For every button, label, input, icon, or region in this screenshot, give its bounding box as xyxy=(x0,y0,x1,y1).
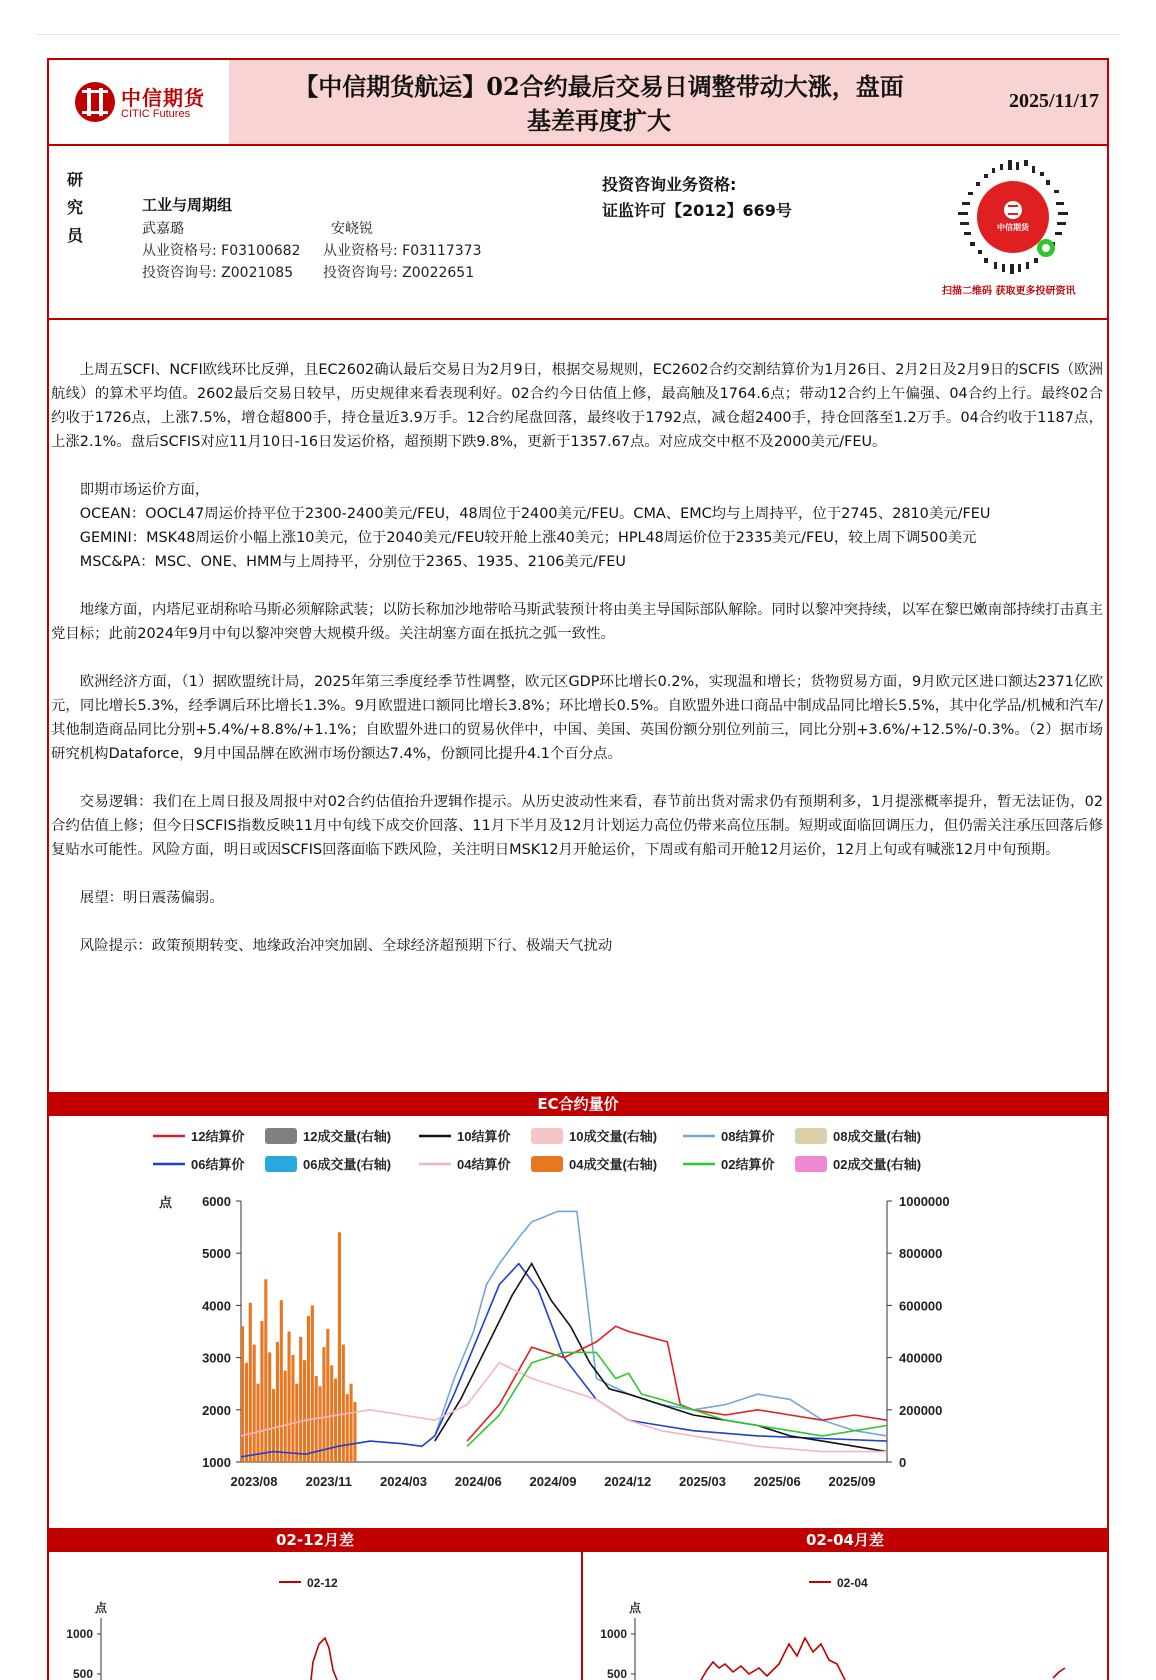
paragraph-europe: 欧洲经济方面，（1）据欧盟统计局，2025年第三季度经季节性调整，欧元区GDP环比增长0.2%，实现温和增长；货物贸易方面，9月欧元区进口额达2371亿欧元，同比增长5.3%，经季调后环比增长1.3%。9月欧盟进口额同比增长3.8%；环比增长0.5%。自欧盟外进口商品中制成品同比增长5.5%，其中化学品/机械和汽车/其他制造商品同比分别+5.4%/+8.8%/+1.1%；自欧盟外进口的贸易伙伴中，中国、美国、英国份额分别位列前三，同比分别+3.6%/+12.5%/-0.3%。（2）据市场研究机构Dataforce，9月中国品牌在欧洲市场份额达7.4%，份额同比提升4.1个百分点。 xyxy=(51,674,1103,762)
qr-center-text: 中信期货 xyxy=(997,223,1029,232)
y2-tick-label: 400000 xyxy=(899,1350,943,1366)
role-char: 研 xyxy=(67,170,84,189)
volume-bar xyxy=(291,1355,294,1462)
legend-label: 10成交量(右轴) xyxy=(569,1129,658,1144)
qualification-label: 投资咨询业务资格: xyxy=(602,175,737,194)
title-line-1: 【中信期货航运】02合约最后交易日调整带动大涨，盘面 xyxy=(294,72,904,101)
title-line-2: 基差再度扩大 xyxy=(527,106,671,135)
y-tick-label: 500 xyxy=(606,1667,627,1680)
paragraph-spot xyxy=(51,478,1103,574)
legend-label: 12成交量(右轴) xyxy=(303,1129,392,1144)
report-date: 2025/11/17 xyxy=(1008,90,1099,112)
series-line xyxy=(435,1211,887,1436)
y2-tick-label: 600000 xyxy=(899,1298,943,1314)
spread-02-04-chart xyxy=(583,1552,1107,1680)
series-line xyxy=(435,1264,887,1452)
y-tick-label: 5000 xyxy=(202,1246,231,1262)
x-tick-label: 2024/03 xyxy=(380,1474,427,1489)
y2-tick-label: 800000 xyxy=(899,1246,943,1262)
chart1-title-bar: EC合约量价 xyxy=(49,1092,1107,1116)
analyst-name-2: 安峣锐 xyxy=(331,221,373,237)
volume-bar xyxy=(260,1321,263,1462)
analyst-role-label xyxy=(67,166,85,250)
logo-cn-text: 中信期货 xyxy=(121,86,205,110)
spot-gemini: GEMINI：MSK48周运价小幅上涨10美元，位于2040美元/FEU较开舱上涨40美元；HPL48周运价位于2335美元/FEU，较上周下调500美元 xyxy=(79,530,977,546)
analyst-block xyxy=(49,146,1107,320)
paragraph-risk: 风险提示：政策预期转变、地缘政治冲突加剧、全球经济超预期下行、极端天气扰动 xyxy=(79,938,613,954)
analyst-cert-1: 从业资格号: F03100682 xyxy=(142,243,301,259)
volume-bar xyxy=(245,1363,248,1462)
citic-logo-icon xyxy=(75,82,115,122)
y-axis-label: 点 xyxy=(629,1601,642,1615)
volume-bar xyxy=(322,1347,325,1462)
legend-label: 02-12 xyxy=(307,1576,338,1590)
x-tick-label: 2024/12 xyxy=(604,1474,652,1489)
legend-swatch-bar xyxy=(795,1128,827,1144)
paragraph-outlook: 展望：明日震荡偏弱。 xyxy=(79,890,224,906)
analyst-consult-1: 投资咨询号: Z0021085 xyxy=(142,265,294,281)
volume-bar xyxy=(288,1332,291,1463)
x-tick-label: 2025/09 xyxy=(828,1474,876,1489)
spot-heading: 即期市场运价方面， xyxy=(79,482,210,498)
volume-bar xyxy=(249,1303,252,1462)
role-char: 究 xyxy=(67,198,84,217)
analyst-name-1: 武嘉璐 xyxy=(142,221,184,237)
chart2-title-bar: 02-12月差 xyxy=(49,1528,581,1552)
qualification-value: 证监许可【2012】669号 xyxy=(602,201,792,220)
legend-label: 04结算价 xyxy=(457,1157,511,1172)
volume-bar xyxy=(326,1329,329,1462)
frame-right-lower xyxy=(1107,1492,1109,1680)
legend-swatch-bar xyxy=(265,1128,297,1144)
y-tick-label: 1000 xyxy=(202,1455,231,1470)
volume-bar xyxy=(241,1326,244,1462)
legend-label: 02-04 xyxy=(837,1576,868,1590)
volume-bar xyxy=(353,1402,356,1462)
chart3-title-bar: 02-04月差 xyxy=(583,1528,1107,1552)
volume-bar xyxy=(338,1232,341,1462)
x-tick-label: 2025/06 xyxy=(753,1474,801,1489)
paragraph-market: 上周五SCFI、NCFI欧线环比反弹，且EC2602确认最后交易日为2月9日，根据交易规则，EC2602合约交割结算价为1月26日、2月2日及2月9日的SCFIS（欧洲航线）的算术平均值。2602最后交易日较早，历史规律来看表现利好。02合约今日估值上修，最高触及1764.6点；带动12合约上午偏强、04合约上行。最终02合约收于1726点，上涨7.5%，增仓超800手，持仓量近3.9万手。12合约尾盘回落，最终收于1792点，减仓超2400手，持仓回落至1.2万手。04合约收于1187点，上涨2.1%。盘后SCFIS对应11月10日-16日发运价格，超预期下跌9.8%，更新于1357.67点。对应成交中枢不及2000美元/FEU。 xyxy=(51,362,1103,450)
title-cell xyxy=(229,60,1107,144)
legend-swatch-bar xyxy=(265,1156,297,1172)
y-axis-label: 点 xyxy=(95,1601,108,1615)
y2-tick-label: 200000 xyxy=(899,1402,943,1418)
qr-code-icon[interactable] xyxy=(954,158,1072,276)
volume-bar xyxy=(284,1371,287,1462)
ec-contract-chart xyxy=(49,1116,1107,1494)
volume-bar xyxy=(311,1305,314,1462)
y-tick-label: 4000 xyxy=(202,1298,231,1314)
volume-bar xyxy=(303,1360,306,1462)
volume-bar xyxy=(346,1394,349,1462)
analyst-cert-2: 从业资格号: F03117373 xyxy=(323,243,482,259)
paragraph-logic: 交易逻辑：我们在上周日报及周报中对02合约估值抬升逻辑作提示。从历史波动性来看，春节前出货对需求仍有预期利多，1月提涨概率提升，暂无法证伪，02合约估值上修；但今日SCFIS指数反映11月中旬线下成交价回落、11月下半月及12月计划运力高位仍带来高位压制。短期或面临回调压力，但仍需关注承压回落后修复贴水可能性。风险方面，明日或因SCFIS回落面临下跌风险，关注明日MSK12月开舱运价，下周或有船司开舱12月运价，12月上旬或有喊涨12月中旬预期。 xyxy=(51,794,1103,858)
volume-bar xyxy=(299,1337,302,1462)
legend-label: 06结算价 xyxy=(191,1157,245,1172)
legend-swatch-bar xyxy=(531,1156,563,1172)
x-tick-label: 2024/09 xyxy=(529,1474,577,1489)
spot-ocean: OCEAN：OOCL47周运价持平位于2300-2400美元/FEU，48周位于2400美元/FEU。CMA、EMC均与上周持平，位于2745、2810美元/FEU xyxy=(79,506,991,522)
volume-bar xyxy=(280,1300,283,1462)
qr-caption: 扫描二维码 获取更多投研资讯 xyxy=(942,286,1076,297)
report-body xyxy=(51,358,1103,982)
y-tick-label: 3000 xyxy=(202,1350,231,1366)
report-title xyxy=(239,70,959,138)
report-header xyxy=(49,60,1107,146)
spread-line xyxy=(701,1638,1065,1680)
legend-label: 04成交量(右轴) xyxy=(569,1157,658,1172)
legend-swatch-bar xyxy=(795,1156,827,1172)
y-tick-label: 6000 xyxy=(202,1194,231,1209)
y2-tick-label: 1000000 xyxy=(899,1194,950,1209)
x-tick-label: 2023/08 xyxy=(230,1474,278,1489)
y-tick-label: 2000 xyxy=(202,1402,231,1418)
role-char: 员 xyxy=(67,226,84,245)
volume-bar xyxy=(268,1352,271,1462)
y-tick-label: 500 xyxy=(72,1667,93,1680)
legend-label: 08成交量(右轴) xyxy=(833,1129,922,1144)
legend-label: 10结算价 xyxy=(457,1129,511,1144)
volume-bar xyxy=(342,1345,345,1462)
y2-tick-label: 0 xyxy=(899,1455,907,1470)
x-tick-label: 2023/11 xyxy=(305,1474,352,1489)
analyst-group: 工业与周期组 xyxy=(142,196,233,214)
legend-label: 02成交量(右轴) xyxy=(833,1157,922,1172)
legend-swatch-bar xyxy=(531,1128,563,1144)
series-line xyxy=(467,1352,887,1446)
volume-bar xyxy=(350,1384,353,1462)
volume-bar xyxy=(276,1342,279,1462)
spot-msc: MSC&PA：MSC、ONE、HMM与上周持平，分别位于2365、1935、2106美元/FEU xyxy=(79,554,626,570)
series-line xyxy=(467,1326,887,1441)
spread-line xyxy=(311,1638,337,1680)
legend-label: 08结算价 xyxy=(721,1129,775,1144)
y-tick-label: 1000 xyxy=(66,1627,93,1641)
legend-label: 02结算价 xyxy=(721,1157,775,1172)
volume-bar xyxy=(257,1384,260,1462)
legend-label: 12结算价 xyxy=(191,1129,245,1144)
x-tick-label: 2024/06 xyxy=(454,1474,502,1489)
paragraph-geopolitics: 地缘方面，内塔尼亚胡称哈马斯必须解除武装；以防长称加沙地带哈马斯武装预计将由美主导国际部队解除。同时以黎冲突持续，以军在黎巴嫩南部持续打击真主党目标；此前2024年9月中旬以黎冲突曾大规模升级。关注胡塞方面在抵抗之弧一致性。 xyxy=(51,602,1103,642)
legend-label: 06成交量(右轴) xyxy=(303,1157,392,1172)
spread-02-12-chart xyxy=(49,1552,581,1680)
x-tick-label: 2025/03 xyxy=(679,1474,726,1489)
y-tick-label: 1000 xyxy=(600,1627,627,1641)
y-axis-label: 点 xyxy=(159,1195,173,1210)
logo-cell xyxy=(49,60,229,144)
volume-bar xyxy=(253,1345,256,1462)
volume-bar xyxy=(307,1316,310,1462)
volume-bar xyxy=(264,1279,267,1462)
logo-en-text: CITIC Futures xyxy=(121,108,191,120)
analyst-consult-2: 投资咨询号: Z0022651 xyxy=(323,265,475,281)
volume-bar xyxy=(334,1378,337,1462)
